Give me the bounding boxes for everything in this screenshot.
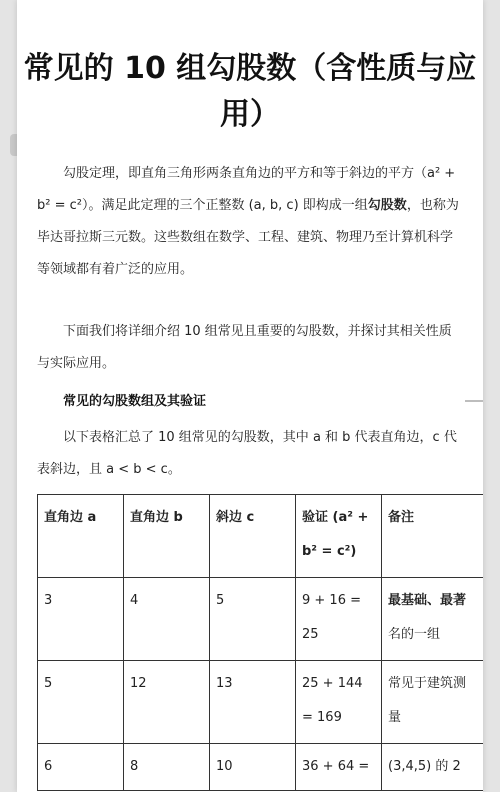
header-leg-a: 直角边 a — [38, 495, 124, 578]
intro-text-1a: 勾股定理，即直角三角形两条直角边的平方和等于斜边的平方（a² + b² = c²）。满足此定理的三个正整数 (a, b, c) 即构成一组 — [37, 166, 456, 213]
cell-c: 5 — [210, 578, 296, 661]
document-title: 常见的 10 组勾股数（含性质与应用） — [23, 51, 477, 132]
cell-note — [382, 578, 484, 661]
table-row — [38, 661, 484, 744]
cell-check: 36 + 64 = — [296, 744, 382, 791]
intro-text-1b: ，也称为毕达哥拉斯三元数。这些数组在数学、工程、建筑、物理乃至计算机科学等领域都有着广泛的应用。 — [37, 198, 459, 277]
cell-c: 10 — [210, 744, 296, 791]
header-hypotenuse-c: 斜边 c — [210, 495, 296, 578]
cell-a: 5 — [38, 661, 124, 744]
header-leg-b: 直角边 b — [124, 495, 210, 578]
note-rest: 名的一组 — [388, 627, 441, 642]
cell-note: 常见于建筑测量 — [382, 661, 484, 744]
section-paragraph: 以下表格汇总了 10 组常见的勾股数，其中 a 和 b 代表直角边，c 代表斜边，且 a < b < c。 — [37, 430, 457, 477]
intro-paragraph-1 — [37, 158, 463, 286]
cell-check: 9 + 16 = 25 — [296, 578, 382, 661]
table-row — [38, 744, 484, 791]
table-row — [38, 578, 484, 661]
intro-paragraph-2: 下面我们将详细介绍 10 组常见且重要的勾股数，并探讨其相关性质与实际应用。 — [37, 324, 452, 371]
cell-b: 8 — [124, 744, 210, 791]
page-edge-mark — [465, 400, 483, 402]
cell-c: 13 — [210, 661, 296, 744]
cell-a: 3 — [38, 578, 124, 661]
table-header-row — [38, 495, 484, 578]
keyword-pythagorean-triple: 勾股数 — [367, 198, 407, 213]
cell-check: 25 + 144 = 169 — [296, 661, 382, 744]
cell-a: 6 — [38, 744, 124, 791]
cell-b: 12 — [124, 661, 210, 744]
header-verification: 验证 (a² + b² = c²) — [296, 495, 382, 578]
cell-note: (3,4,5) 的 2 — [382, 744, 484, 791]
document-page — [17, 0, 483, 792]
header-notes: 备注 — [382, 495, 484, 578]
section-heading: 常见的勾股数组及其验证 — [63, 394, 207, 409]
pythagorean-triples-table — [37, 494, 483, 791]
note-bold-part: 最基础、最著 — [388, 593, 467, 608]
cell-b: 4 — [124, 578, 210, 661]
